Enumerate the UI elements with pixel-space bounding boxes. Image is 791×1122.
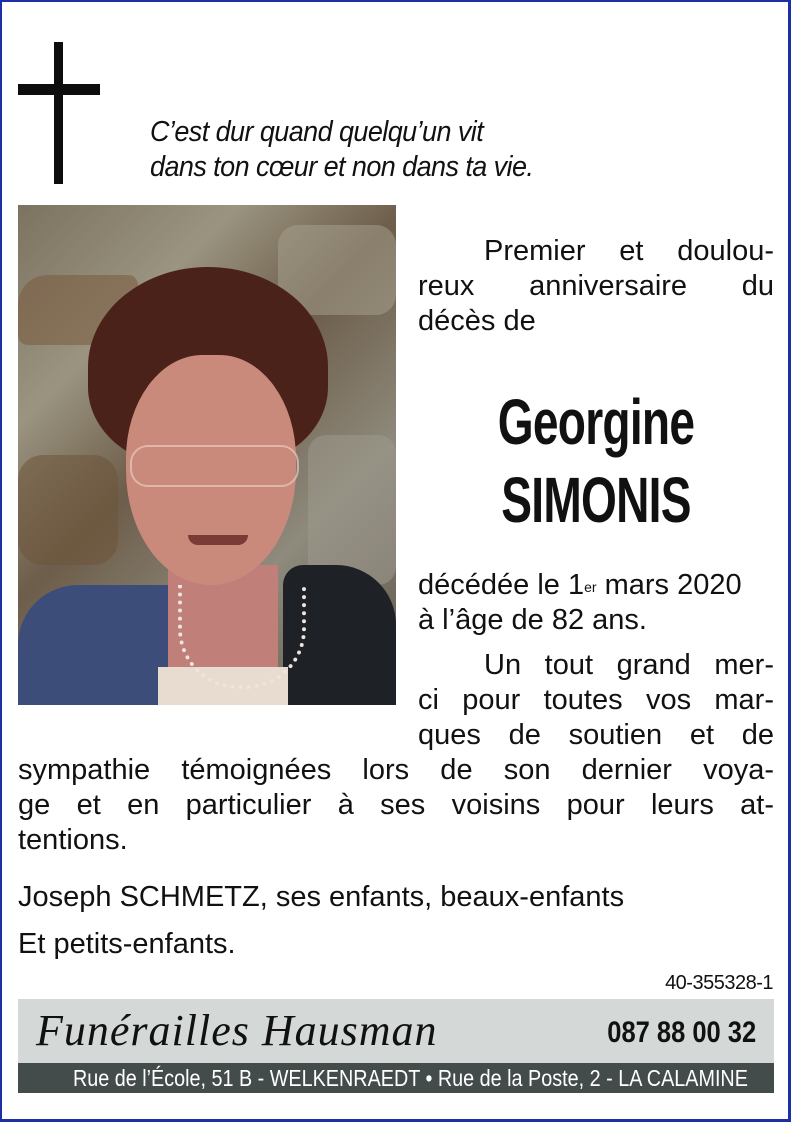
thanks-line-1: Un tout grand mer- bbox=[484, 649, 774, 681]
funeral-home-address-bar bbox=[18, 1063, 774, 1093]
thanks-line-6: tentions. bbox=[18, 824, 128, 856]
thanks-line-5: ge et en particulier à ses voisins pour leurs at- bbox=[18, 789, 774, 821]
thanks-line-3: ques de soutien et de bbox=[418, 719, 774, 751]
funeral-home-phone: 087 88 00 32 bbox=[607, 1016, 756, 1049]
anniversary-intro bbox=[418, 234, 774, 339]
signature-line-1: Joseph SCHMETZ, ses enfants, beaux-enfants bbox=[18, 881, 625, 913]
funeral-home-address: Rue de l’École, 51 B - WELKENRAEDT • Rue de la Poste, 2 - LA CALAMINE bbox=[72, 1065, 748, 1091]
quote-line-2: dans ton cœur et non dans ta vie. bbox=[150, 151, 534, 183]
cross-horizontal-bar bbox=[18, 84, 100, 95]
last-name: SIMONIS bbox=[501, 464, 691, 536]
funeral-home-name: Funérailles Hausman bbox=[36, 1006, 438, 1055]
thanks-line-2: ci pour toutes vos mar- bbox=[418, 684, 774, 716]
quote-line-1: C’est dur quand quelqu’un vit bbox=[150, 116, 484, 148]
portrait-photo bbox=[18, 205, 396, 705]
thanks-continued bbox=[18, 753, 774, 858]
age-line: à l’âge de 82 ans. bbox=[418, 604, 647, 636]
cross-vertical-bar bbox=[54, 42, 63, 184]
signature-line-2: Et petits-enfants. bbox=[18, 928, 236, 960]
epitaph-quote bbox=[150, 115, 533, 185]
death-date-line: décédée le 1er mars 2020 bbox=[418, 569, 742, 601]
deceased-name bbox=[468, 383, 724, 539]
reference-number: 40-355328-1 bbox=[665, 972, 773, 994]
thanks-top bbox=[418, 648, 774, 753]
first-name: Georgine bbox=[497, 386, 695, 458]
funeral-home-banner bbox=[18, 999, 774, 1063]
death-details bbox=[418, 568, 774, 638]
intro-line-3: décès de bbox=[418, 305, 536, 337]
intro-line-1: Premier et doulou- bbox=[484, 235, 774, 267]
thanks-line-4: sympathie témoignées lors de son dernier voya- bbox=[18, 754, 774, 786]
intro-line-2: reux anniversaire du bbox=[418, 270, 774, 302]
ordinal-suffix: er bbox=[584, 579, 597, 595]
